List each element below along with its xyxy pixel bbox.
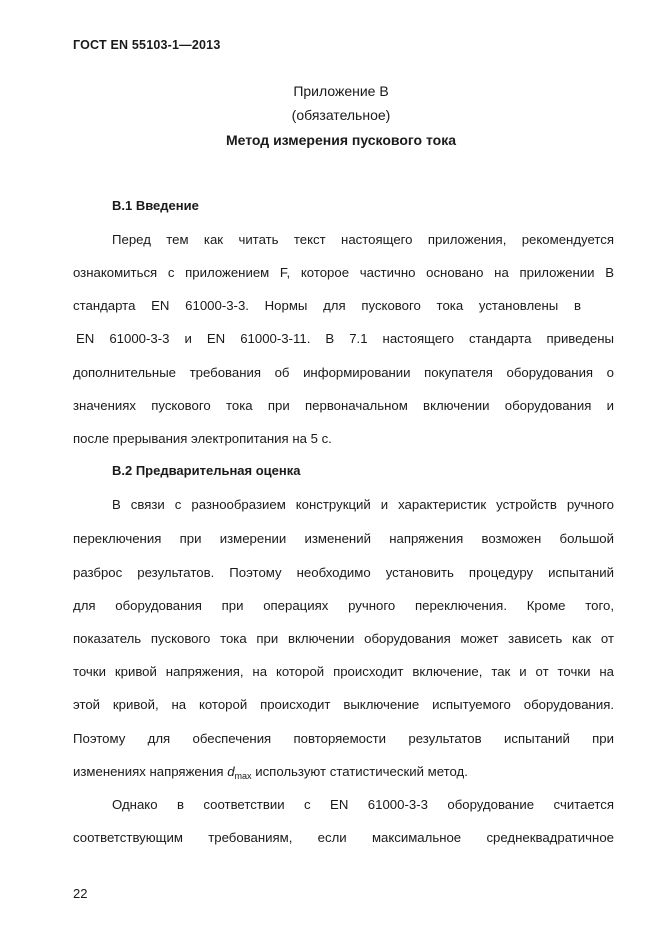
section-b2-line: для оборудования при операциях ручного переключения. Кроме того, bbox=[73, 598, 614, 613]
section-b1-line: стандарта EN 61000-3-3. Нормы для пускового тока установлены в bbox=[73, 298, 581, 313]
section-b2-heading: В.2 Предварительная оценка bbox=[112, 463, 301, 478]
page-number: 22 bbox=[73, 886, 88, 901]
section-b2-line: показатель пускового тока при включении оборудования может зависеть как от bbox=[73, 631, 614, 646]
section-b2-line: Поэтому для обеспечения повторяемости результатов испытаний при bbox=[73, 731, 614, 746]
section-b2-line: В связи с разнообразием конструкций и характеристик устройств ручного bbox=[112, 497, 614, 512]
section-b2-last-line-prefix: изменениях напряжения bbox=[73, 764, 224, 779]
section-b2-last-line-suffix: используют статистический метод. bbox=[255, 764, 468, 779]
section-b1-heading: В.1 Введение bbox=[112, 198, 199, 213]
document-header-code: ГОСТ EN 55103-1—2013 bbox=[73, 38, 221, 52]
paragraph3-line: Однако в соответствии с EN 61000-3-3 оборудование считается bbox=[112, 797, 614, 812]
section-b2-line: этой кривой, на которой происходит выключение испытуемого оборудования. bbox=[73, 697, 614, 712]
section-b1-line: после прерывания электропитания на 5 с. bbox=[73, 431, 332, 446]
section-b2-last-line bbox=[73, 764, 614, 784]
appendix-status: (обязательное) bbox=[291, 107, 391, 123]
formula-symbol: d bbox=[227, 764, 235, 779]
appendix-name: Метод измерения пускового тока bbox=[225, 132, 457, 148]
section-b2-line: разброс результатов. Поэтому необходимо установить процедуру испытаний bbox=[73, 565, 614, 580]
section-b2-line: точки кривой напряжения, на которой происходит включение, так и от точки на bbox=[73, 664, 614, 679]
appendix-title: Приложение В bbox=[293, 83, 389, 99]
section-b1-line: Перед тем как читать текст настоящего приложения, рекомендуется bbox=[112, 232, 614, 247]
paragraph3-line: соответствующим требованиям, если максимальное среднеквадратичное bbox=[73, 830, 614, 845]
section-b1-line: ознакомиться с приложением F, которое частично основано на приложении В bbox=[73, 265, 614, 280]
section-b1-line: дополнительные требования об информировании покупателя оборудования о bbox=[73, 365, 614, 380]
formula-subscript: max bbox=[234, 771, 252, 781]
section-b1-line: значениях пускового тока при первоначальном включении оборудования и bbox=[73, 398, 614, 413]
section-b2-line: переключения при измерении изменений напряжения возможен большой bbox=[73, 531, 614, 546]
section-b1-line: EN 61000-3-3 и EN 61000-3-11. В 7.1 настоящего стандарта приведены bbox=[76, 331, 614, 346]
